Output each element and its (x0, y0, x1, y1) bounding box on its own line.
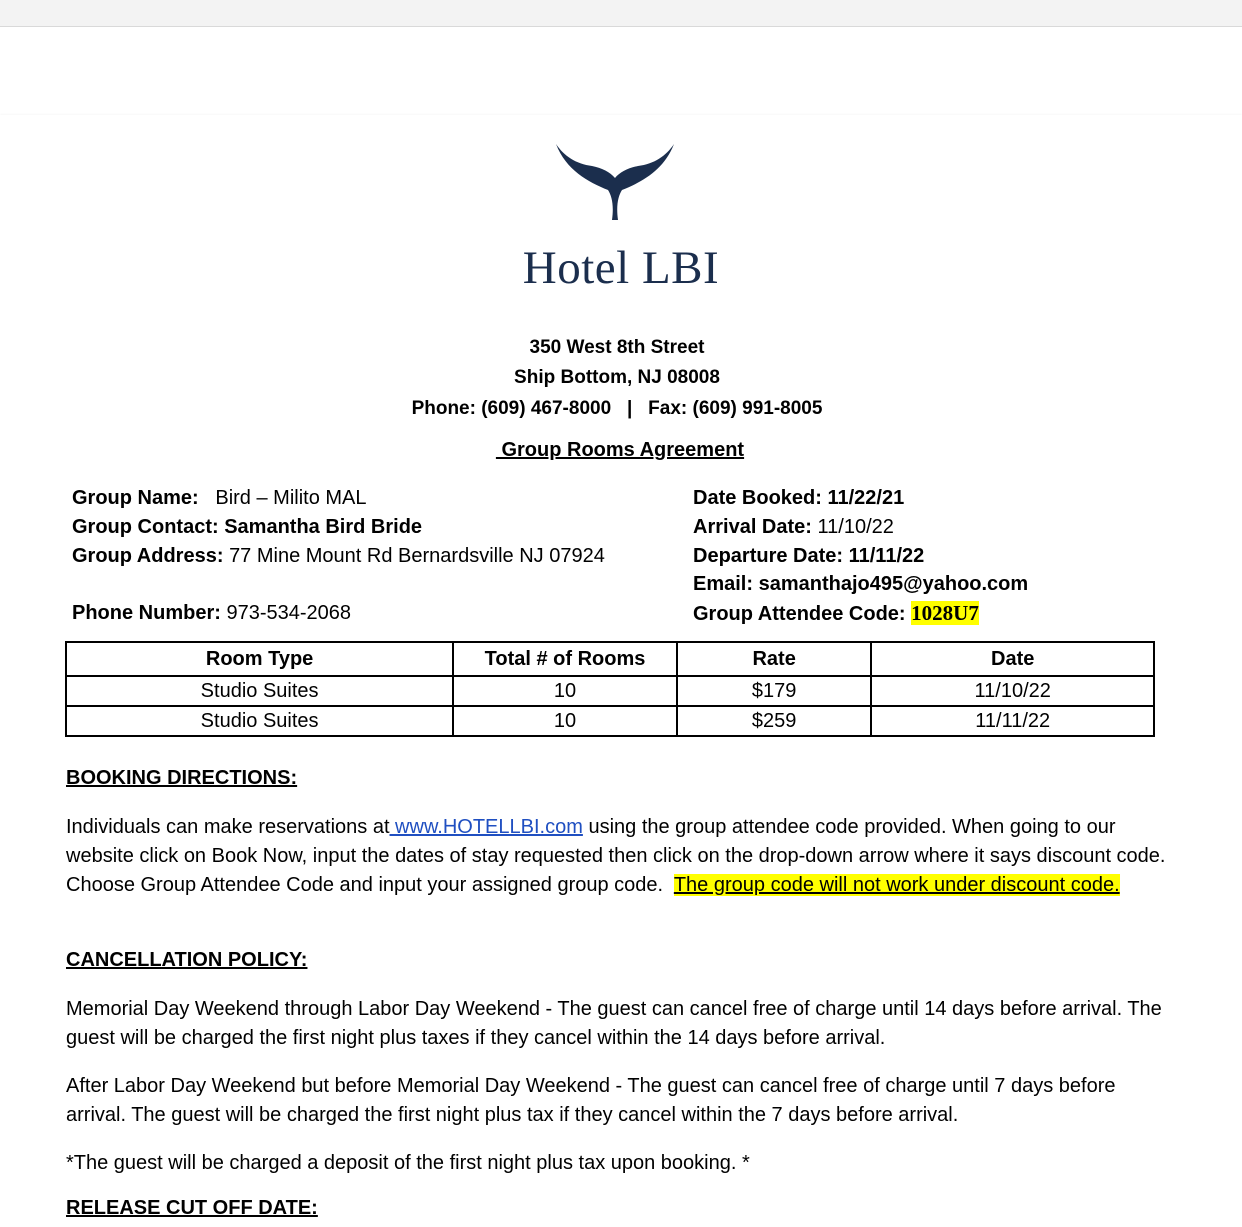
cell-rate: $179 (677, 676, 872, 706)
group-contact-label: Group Contact: (72, 516, 219, 538)
booking-directions-heading: BOOKING DIRECTIONS: (66, 767, 298, 789)
arrival-date-label: Arrival Date: (693, 516, 812, 538)
group-name-label: Group Name: (72, 487, 199, 509)
attendee-code-value: 1028U7 (911, 601, 979, 625)
group-name-value: Bird – Milito MAL (215, 487, 367, 509)
group-name-row (72, 486, 367, 510)
cell-room-type: Studio Suites (66, 676, 453, 706)
arrival-date-value: 11/10/22 (817, 516, 894, 538)
rooms-table (65, 641, 1155, 737)
group-address-row (72, 544, 605, 568)
booking-text-end: using the group attendee code provided. When going to our website click on Book Now, input the dates of stay requested then click on the drop-down arrow where it says discount code. Choose Group Attendee Code and input your assigned group code. (66, 816, 1177, 896)
date-booked-value: 11/22/21 (827, 487, 905, 509)
cell-room-type: Studio Suites (66, 706, 453, 736)
group-code-warning: The group code will not work under discount code. (673, 874, 1120, 896)
cell-date: 11/11/22 (871, 706, 1154, 736)
arrival-date-row (693, 515, 894, 539)
release-cutoff-heading: RELEASE CUT OFF DATE: (66, 1197, 318, 1219)
phone-number-row (72, 601, 351, 625)
group-contact-row (72, 515, 422, 539)
attendee-code-row (693, 601, 979, 626)
col-header-room-type: Room Type (66, 642, 453, 676)
cancellation-policy-heading: CANCELLATION POLICY: (66, 949, 308, 971)
table-row (66, 706, 1154, 736)
departure-date-row (693, 544, 924, 568)
phone-number-value: 973-534-2068 (226, 602, 352, 624)
date-booked-label: Date Booked: (693, 487, 822, 509)
deposit-note: *The guest will be charged a deposit of the first night plus tax upon booking. * (66, 1152, 750, 1174)
col-header-date: Date (871, 642, 1154, 676)
date-booked-row (693, 486, 904, 510)
hotel-name: Hotel LBI (522, 242, 720, 294)
table-header-row (66, 642, 1154, 676)
viewer-top-bar (0, 0, 1242, 27)
address-line-2: Ship Bottom, NJ 08008 (514, 367, 720, 388)
attendee-code-label: Group Attendee Code: (693, 603, 906, 625)
departure-date-value: 11/11/22 (848, 545, 925, 567)
group-contact-value: Samantha Bird Bride (224, 516, 423, 538)
booking-directions-text (66, 813, 1176, 900)
departure-date-label: Departure Date: (693, 545, 844, 567)
email-row (693, 572, 1028, 596)
whale-tail-icon (554, 140, 676, 222)
group-address-label: Group Address: (72, 545, 224, 567)
address-line-1: 350 West 8th Street (529, 337, 705, 358)
cancellation-para-2: After Labor Day Weekend but before Memorial Day Weekend - The guest can cancel free of charge until 7 days before arrival. The guest will be charged the first night plus tax if they cancel within the 7 days before arrival. (66, 1075, 1116, 1126)
booking-text-start: Individuals can make reservations at (66, 816, 390, 838)
cell-rate: $259 (677, 706, 872, 736)
hotel-website-link[interactable]: www.HOTELLBI.com (389, 816, 583, 838)
table-row (66, 676, 1154, 706)
phone-number-label: Phone Number: (72, 602, 221, 624)
cancellation-para-1: Memorial Day Weekend through Labor Day Weekend - The guest can cancel free of charge until 14 days before arrival. The guest will be charged the first night plus taxes if they cancel within the 14 days before arrival. (66, 998, 1162, 1049)
cell-total-rooms: 10 (453, 706, 677, 736)
col-header-total-rooms: Total # of Rooms (453, 642, 677, 676)
cell-date: 11/10/22 (871, 676, 1154, 706)
email-label: Email: (693, 573, 754, 595)
phone-fax-line: Phone: (609) 467-8000 | Fax: (609) 991-8005 (411, 398, 823, 419)
col-header-rate: Rate (677, 642, 872, 676)
agreement-title: Group Rooms Agreement (495, 439, 745, 461)
cell-total-rooms: 10 (453, 676, 677, 706)
group-address-value: 77 Mine Mount Rd Bernardsville NJ 07924 (229, 545, 605, 567)
email-value: samanthajo495@yahoo.com (758, 573, 1029, 595)
